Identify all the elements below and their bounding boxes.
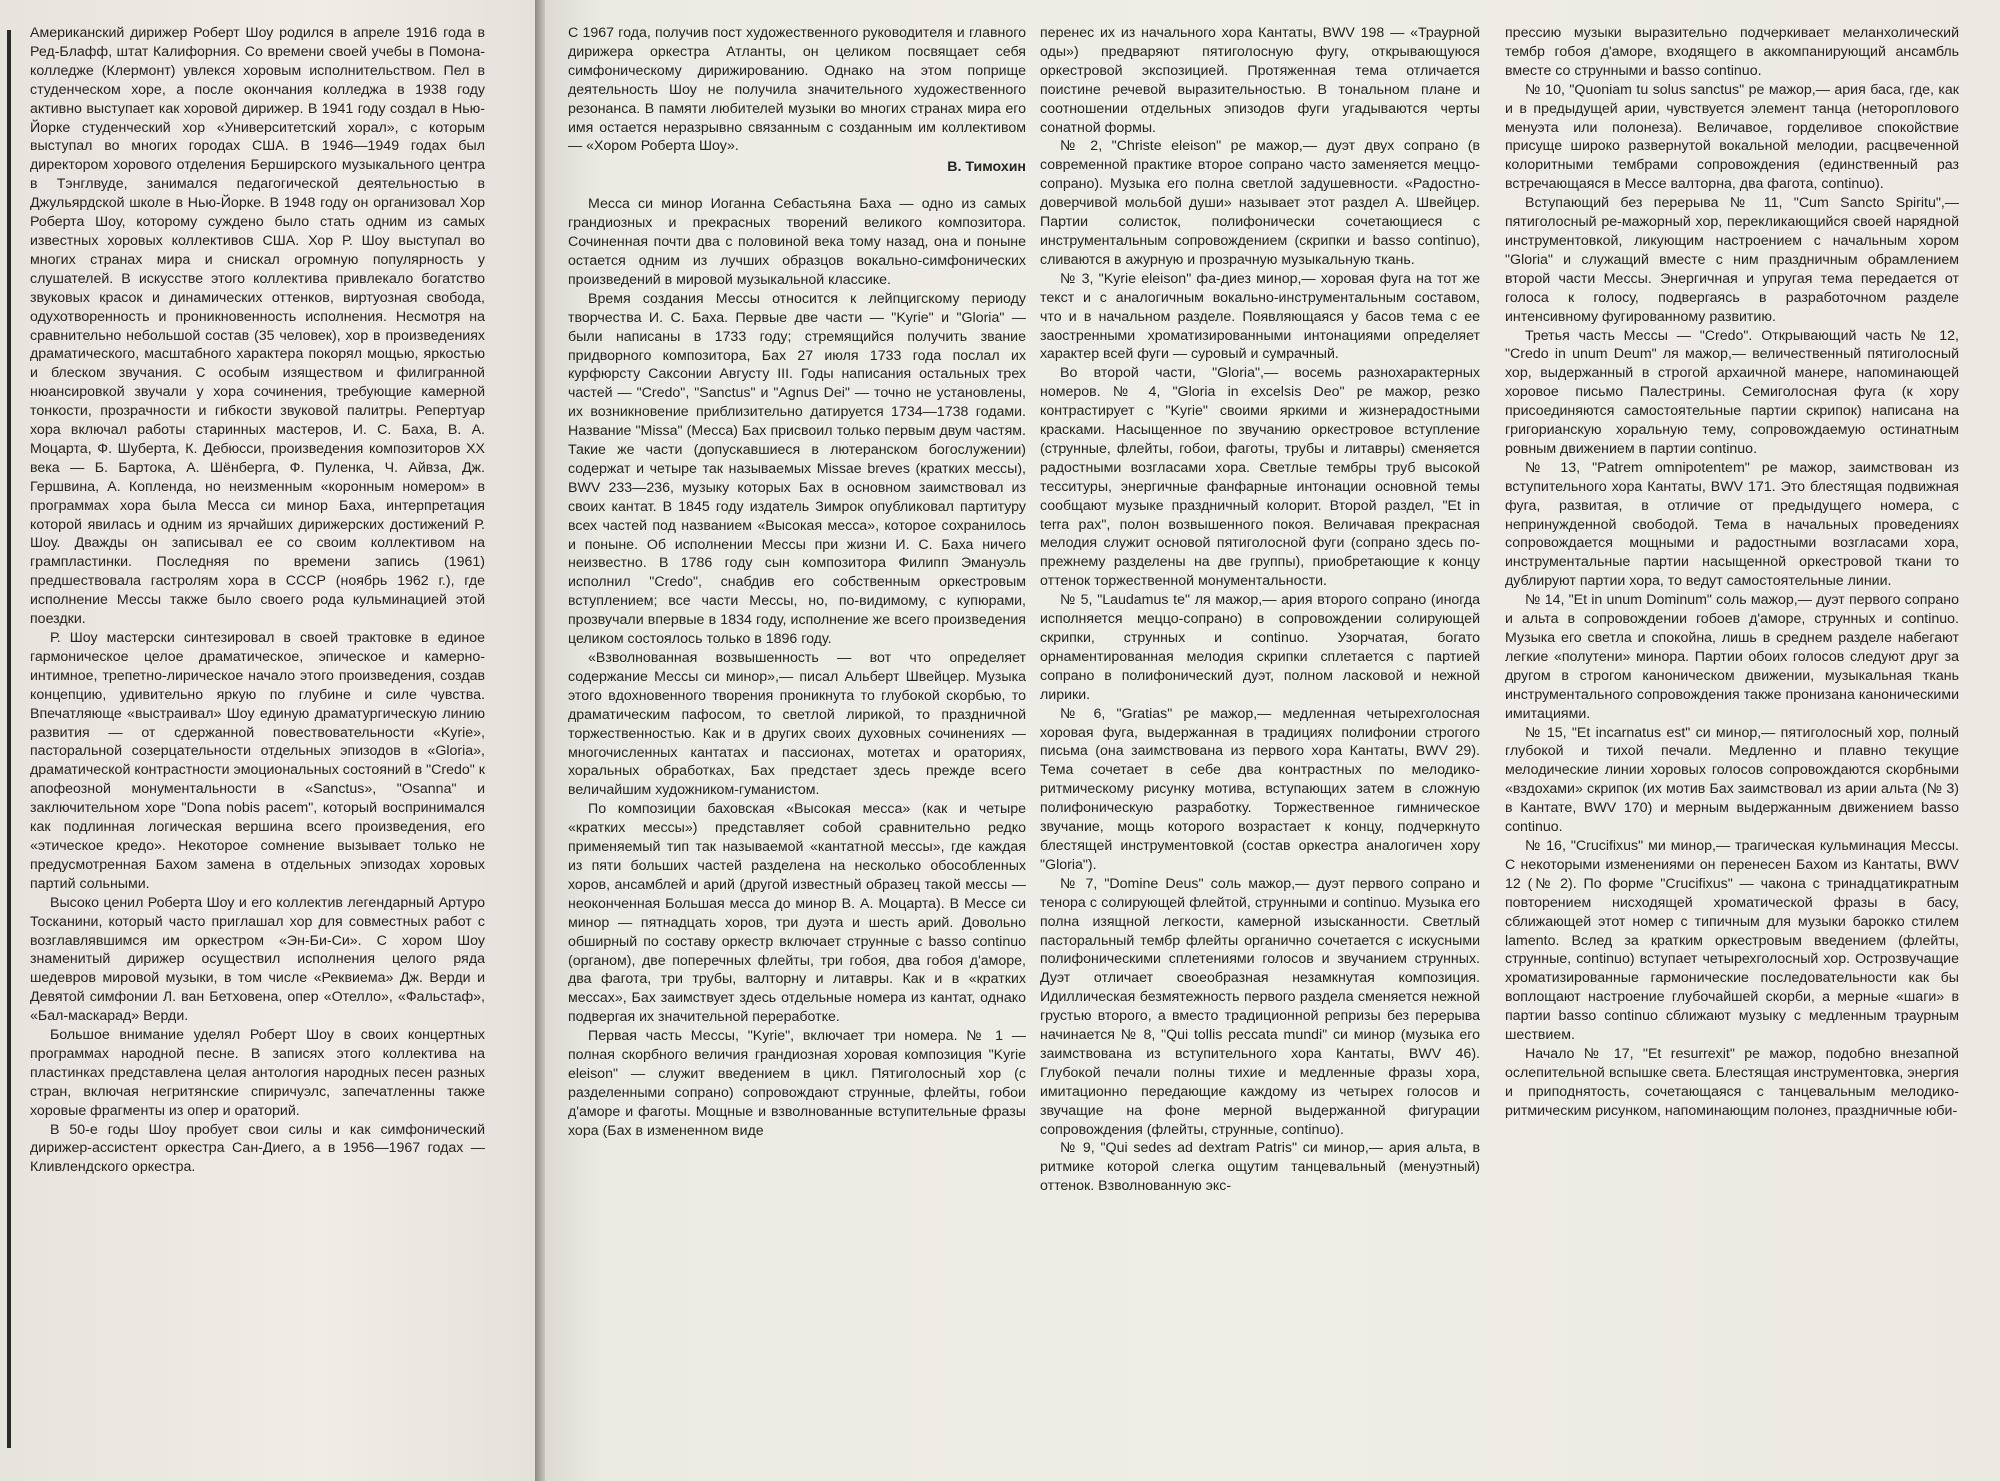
text-column-4: [1505, 24, 1959, 1474]
paragraph: Начало № 17, "Et resurrexit" ре мажор, подобно внезапной ослепительной вспышке света. Блестящая инструментовка, энергия и приподнятость, сочетающаяся с танцевальным мелодико-ритмическим рисунком, напоминающим полонез, праздничные юби-: [1505, 1045, 1959, 1119]
paragraph: Вступающий без перерыва № 11, "Cum Sancto Spiritu",— пятиголосный ре-мажорный хор, перекликающийся своей нарядной инструментовкой, ликующим настроением с начальным хором "Gloria" и служащий вместе с ним праздничным обрамлением второй части Мессы. Энергичная и упругая тема передается от голоса к голосу, подвергаясь в разработочном разделе интенсивному фугированному развитию.: [1505, 195, 1959, 325]
paragraph: № 3, "Kyrie eleison" фа-диез минор,— хоровая фуга на тот же текст и с аналогичным вокально-инструментальным составом, что и в начальном разделе. Появляющаяся у басов тема с ее заостренными хроматизированными интонациями определяет характер всей фуги — суровый и сумрачный.: [1040, 270, 1480, 363]
text-column-2: [568, 24, 1026, 1474]
paragraph: № 7, "Domine Deus" соль мажор,— дуэт первого сопрано и тенора с солирующей флейтой, струнными и continuo. Музыка его полна изящной легкости, камерной изысканности. Светлый пасторальный тембр флейты органично сочетается с искусными полифоническими сплетениями голосов и звучанием струнных. Дуэт отличает своеобразная незамкнутая композиция. Идиллическая безмятежность первого раздела сменяется нежной грустью второго, а вместо традиционной репризы без перерыва начинается № 8, "Qui tollis peccata mundi" си минор (музыка его заимствована из вступительного хора Кантаты, BWV 46). Глубокой печали полны тихие и медленные фразы хора, имитационно передающие каждому из четырех голосов и звучащие на фоне мерной выдержанной фигурации сопровождения (флейты, струнные, continuo).: [1040, 875, 1480, 1138]
paragraph: № 5, "Laudamus te" ля мажор,— ария второго сопрано (иногда исполняется меццо-сопрано) в сопровождении солирующей скрипки, струнных и continuo. Узорчатая, богато орнаментированная мелодия скрипки сплетается с партией сопрано в полифонический дуэт, полном ласковой и нежной лирики.: [1040, 592, 1480, 703]
paragraph: № 14, "Et in unum Dominum" соль мажор,— дуэт первого сопрано и альта в сопровождении гобоев д'аморе, струнных и continuo. Музыка его светла и спокойна, лишь в среднем разделе набегают легкие «полутени» минора. Партии обоих голосов следуют друг за другом в строгом каноническом движении, музыкальная ткань инструментального сопровождения также пронизана каноническими имитациями.: [1505, 592, 1959, 722]
paragraph: Высоко ценил Роберта Шоу и его коллектив легендарный Артуро Тосканини, который часто приглашал хор для совместных работ с возглавлявшимся им оркестром «Эн-Би-Си». С хором Шоу знаменитый дирижер осуществил исполнения целого ряда шедевров мировой музыки, в том числе «Реквиема» Дж. Верди и Девятой симфонии Л. ван Бетховена, опер «Отелло», «Фальстаф», «Бал-маскарад» Верди.: [30, 894, 485, 1025]
paragraph: № 10, "Quoniam tu solus sanctus" ре мажор,— ария баса, где, как и в предыдущей арии, чувствуется элемент танца (нетороплового менуэта или полонеза). Величавое, горделивое спокойствие присуще широко развернутой вокальной мелодии, расцвеченной колоритными тембрами сопровождения (единственный раз встречающаяся в Мессе валторна, два фагота, continuo).: [1505, 81, 1959, 193]
paragraph: Американский дирижер Роберт Шоу родился в апреле 1916 года в Ред-Блафф, штат Калифорния. Со времени своей учебы в Помона-колледже (Клермонт) увлекся хоровым исполнительством. Пел в студенческом хоре, а после окончания колледжа в 1938 году активно выступает как хоровой дирижер. В 1941 году создал в Нью-Йорке студенческий хор «Университетский хорал», с которым выступал во многих городах США. В 1946—1949 годах был директором хорового отделения Берширского музыкального центра в Тэнглвуде, занимался педагогической деятельностью в Джульярдской школе в Нью-Йорке. В 1948 году он организовал Хор Роберта Шоу, которому суждено было стать одним из самых известных хоровых коллективов США. Хор Р. Шоу выступал во многих странах мира и снискал огромную популярность у слушателей. В искусстве этого коллектива привлекало богатство звуковых красок и динамических оттенков, виртуозная свобода, одухотворенность и проникновенность исполнения. Несмотря на сравнительно небольшой состав (35 человек), хор в произведениях драматического, масштабного характера покорял мощью, яркостью и блеском звучания. С особым изяществом и филигранной нюансировкой звучали у хора сочинения, требующие камерной тонкости, прозрачности и гибкости звуковой палитры. Репертуар хора включал работы старинных мастеров, И. С. Баха, В. А. Моцарта, Ф. Шуберта, К. Дебюсси, произведения композиторов XX века — Б. Бартока, А. Шёнберга, Ф. Пуленка, Ч. Айвза, Дж. Гершвина, А. Копленда, но неизменным «коронным номером» в программах хора была Месса си минор Баха, интерпретация которой явилась и одним из ярчайших дирижерских достижений Р. Шоу. Дважды он записывал ее со своим коллективом на грампластинки. Последняя по времени запись (1961) предшествовала гастролям хора в СССР (ноябрь 1962 г.), где исполнение Мессы также было своего рода кульминацией этой поездки.: [30, 25, 485, 628]
paragraph: Во второй части, "Gloria",— восемь разнохарактерных номеров. № 4, "Gloria in excelsis Deo" ре мажор, резко контрастирует с "Kyrie" своими яркими и жизнерадостными красками. Насыщенное по звучанию оркестровое вступление (струнные, флейты, гобои, фаготы, трубы и литавры) сменяется радостными возгласами хора. Светлые тембры труб высокой тесситуры, энергичные фанфарные интонации основной темы сообщают музыке праздничный колорит. Второй раздел, "Et in terra pax", полон возвышенного покоя. Величавая прекрасная мелодия служит основой пятиголосной фуги (сопрано здесь по-прежнему разделены на две группы), приобретающие к концу оттенок торжественной монументальности.: [1040, 365, 1480, 590]
text-column-1: [30, 24, 485, 1474]
paragraph: Третья часть Мессы — "Credo". Открывающий часть № 12, "Credo in unum Deum" ля мажор,— величественный пятиголосный хор, выдержанный в строгой архаичной манере, напоминающей хоровое письмо Палестрины. Семиголосная фуга (к хору присоединяются самостоятельные партии скрипок) написана на григорианскую хоральную тему, сопровождаемую остинатным ровным движением в партии continuo.: [1505, 327, 1959, 457]
paragraph: Большое внимание уделял Роберт Шоу в своих концертных программах народной песне. В записях этого коллектива на пластинках представлена целая антология народных песен разных стран, включая негритянские спиричуэлс, запечатленны также хоровые фрагменты из опер и ораторий.: [30, 1027, 485, 1119]
paragraph: По композиции баховская «Высокая месса» (как и четыре «кратких мессы») представляет собой сравнительно редко применяемый тип так называемой «кантатной мессы», где каждая из пяти больших частей разделена на несколько обособленных хоров, ансамблей и арий (другой известный образец такой мессы — неоконченная Большая месса до минор В. А. Моцарта). В Мессе си минор — пятнадцать хоров, три дуэта и шесть арий. Довольно обширный по составу оркестр включает струнные с basso continuo (органом), две поперечных флейты, три гобоя, два гобоя д'аморе, два фагота, три трубы, валторну и литавры. Как и в «кратких мессах», Бах заимствует здесь отдельные номера из кантат, однако подвергая их значительной переработке.: [568, 801, 1026, 1026]
paragraph: Первая часть Мессы, "Kyrie", включает три номера. № 1 — полная скорбного величия грандиозная хоровая композиция "Kyrie eleison" — служит введением в цикл. Пятиголосный хор (с разделенными сопрано) сопровождают струнные, флейты, гобои д'аморе и фаготы. Мощные и взволнованные вступительные фразы хора (Бах в измененном виде: [568, 1028, 1026, 1139]
paragraph: № 6, "Gratias" ре мажор,— медленная четырехголосная хоровая фуга, выдержанная в традициях полифонии строгого письма (она заимствована из первого хора Кантаты, BWV 29). Тема сочетает в себе два контрастных по мелодико-ритмическому рисунку мотива, вступающих затем в сложную полифоническую разработку. Торжественное гимническое звучание, мощь которого возрастает к концу, подчеркнуто блестящей инструментовкой (состав оркестра аналогичен хору "Gloria").: [1040, 705, 1480, 873]
author-signature: В. Тимохин: [947, 159, 1026, 176]
paragraph: В 50-е годы Шоу пробует свои силы и как симфонический дирижер-ассистент оркестра Сан-Диего, а в 1956—1967 годах — Кливлендского оркестра.: [30, 1121, 485, 1176]
paragraph: прессию музыки выразительно подчеркивает меланхолический тембр гобоя д'аморе, входящего в аккомпанирующий ансамбль вместе со струнными и basso continuo.: [1505, 25, 1959, 79]
page-gutter: [535, 0, 545, 1481]
paragraph: № 15, "Et incarnatus est" си минор,— пятиголосный хор, полный глубокой и тихой печали. Медленно и плавно текущие мелодические линии хоровых голосов сопровождаются скорбными «вздохами» скрипок (их мотив Бах заимствовал из арии альта (№ 3) в Кантате, BWV 170) и мерным выдержанным движением basso continuo.: [1505, 724, 1959, 836]
paragraph: № 2, "Christe eleison" ре мажор,— дуэт двух сопрано (в современной практике второе сопрано часто заменяется меццо-сопрано). Музыка его полна светлой задушевности. «Радостно-доверчивой мольбой души» называет этот раздел А. Швейцер. Партии солисток, полифонически сочетающиеся с инструментальным сопровождением (скрипки и basso continuo), сливаются в ажурную и прозрачную музыкальную ткань.: [1040, 138, 1480, 268]
paragraph: С 1967 года, получив пост художественного руководителя и главного дирижера оркестра Атланты, он целиком посвящает себя симфоническому дирижированию. Однако на этом поприще деятельность Шоу не получила значительного художественного резонанса. В памяти любителей музыки во многих странах мира его имя остается неразрывно связанным с созданным им коллективом — «Хором Роберта Шоу».: [568, 25, 1026, 155]
paragraph: «Взволнованная возвышенность — вот что определяет содержание Мессы си минор»,— писал Альберт Швейцер. Музыка этого вдохновенного творения проникнута то глубокой скорбью, то драматическим пафосом, то светлой лирикой, то праздничной торжественностью. Как и в других своих духовных сочинениях — многочисленных кантатах и пассионах, мотетах и ораториях, хоральных обработках, Бах предстает здесь прежде всего величайшим художником-гуманистом.: [568, 650, 1026, 799]
paragraph: Месса си минор Иоганна Себастьяна Баха — одно из самых грандиозных и прекрасных творений великого композитора. Сочиненная почти два с половиной века тому назад, она и поныне остается одним из лучших образцов вокально-симфонических произведений в мировой музыкальной классике.: [568, 196, 1026, 288]
paragraph: № 9, "Qui sedes ad dextram Patris" си минор,— ария альта, в ритмике которой слегка ощутим танцевальный (менуэтный) оттенок. Взволнованную экс-: [1040, 1140, 1480, 1195]
text-column-3: [1040, 24, 1480, 1474]
paragraph: Время создания Мессы относится к лейпцигскому периоду творчества И. С. Баха. Первые две части — "Kyrie" и "Gloria" — были написаны в 1733 году; стремящийся получить звание придворного композитора, Бах 27 июля 1733 года послал их курфюрсту Саксонии Августу III. Годы написания остальных трех частей — "Credo", "Sanctus" и "Agnus Dei" — точно не установлены, их возникновение приблизительно датируется 1734—1738 годами. Название "Missa" (Месса) Бах присвоил только первым двум частям. Такие же части (допускавшиеся в лютеранском богослужении) содержат и четыре так называемых Missae breves (кратких мессы), BWV 233—236, музыку которых Бах в основном заимствовал из своих кантат. В 1845 году издатель Зимрок опубликовал партитуру всех частей под названием «Высокая месса», которое сохранилось и поныне. Об исполнении Мессы при жизни И. С. Баха ничего неизвестно. В 1786 году сын композитора Филипп Эмануэль исполнил "Credo", снабдив его собственным оркестровым вступлением; все части Мессы, но, по-видимому, с купюрами, прозвучали впервые в 1834 году, исполнение же всего произведения целиком состоялось только в 1896 году.: [568, 290, 1026, 648]
paragraph: № 16, "Crucifixus" ми минор,— трагическая кульминация Мессы. С некоторыми изменениями он перенесен Бахом из Кантаты, BWV 12 (№ 2). По форме "Crucifixus" — чакона с тринадцатикратным повторением нисходящей хроматической фразы в басу, сближающей этот номер с типичным для музыки барокко стилем lamento. Вслед за кратким оркестровым введением (флейты, струнные, continuo) вступает четырехголосный хор. Острозвучащие хроматизированные гармонические последовательности как бы воплощают настроение глубочайшей скорби, а мерные «шаги» в партии basso continuo сближают музыку с медленным траурным шествием.: [1505, 837, 1959, 1044]
vertical-rule: [7, 30, 11, 1448]
paragraph: № 13, "Patrem omnipotentem" ре мажор, заимствован из вступительного хора Кантаты, BWV 171. Это блестящая подвижная фуга, развитая, в отличие от предыдущего номера, с непринужденной свободой. Тема в начальных проведениях сопровождается мощными и радостными возгласами хора, инструментальные партии насыщенной оркестровой ткани то дублируют партии хора, то ведут самостоятельные линии.: [1505, 459, 1959, 590]
paragraph: перенес их из начального хора Кантаты, BWV 198 — «Траурной оды») предваряют пятиголосную фугу, открывающуюся оркестровой экспозицией. Протяженная тема отличается поистине речевой выразительностью. В тональном плане и соотношении отдельных эпизодов фуги угадываются черты сонатной формы.: [1040, 25, 1480, 136]
paragraph: Р. Шоу мастерски синтезировал в своей трактовке в единое гармоническое целое драматическое, эпическое и камерно-интимное, трепетно-лирическое начало этого произведения, создав концепцию, удивительно яркую по глубине и силе чувства. Впечатляюще «выстраивал» Шоу единую драматургическую линию развития — от сдержанной повествовательности «Kyrie», пасторальной созерцательности отдельных эпизодов в «Gloria», драматической контрастности эмоциональных состояний в "Credo" к апофеозной монументальности в «Sanctus», "Osanna" и заключительном хоре "Dona nobis pacem", который воспринимался как подлинная логическая вершина всего произведения, его «этическое кредо». Некоторое сомнение вызывает только не предусмотренная Бахом замена в отдельных эпизодах хоровых партий сольными.: [30, 630, 485, 892]
